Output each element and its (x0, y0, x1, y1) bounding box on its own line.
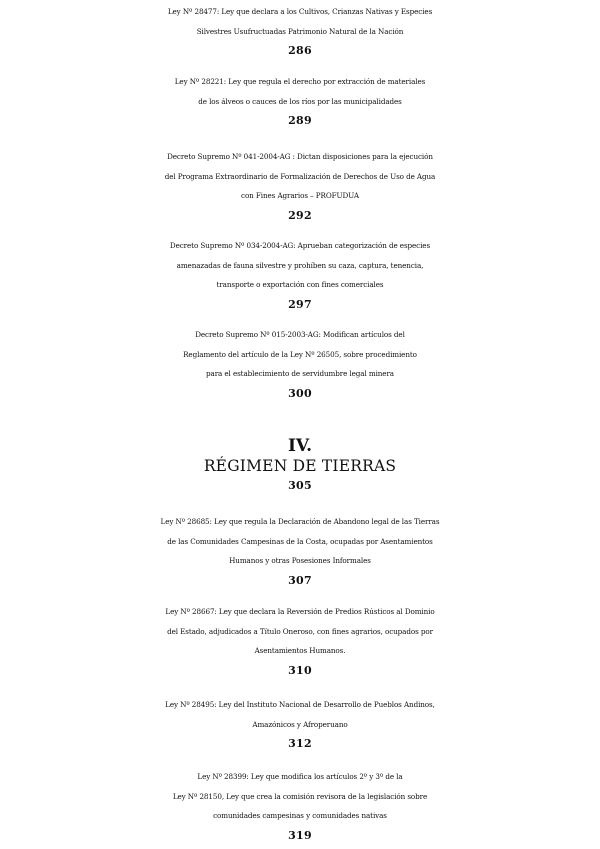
entry-line: comunidades campesinas y comunidades nativas (213, 811, 387, 820)
toc-entry-ds-041-2004-ag (0, 147, 600, 223)
page-number: 310 (288, 663, 312, 677)
entry-line: amenazadas de fauna silvestre y prohíben su caza, captura, tenencia, (176, 260, 424, 270)
entry-line: Ley Nº 28667: Ley que declara la Reversión de Predios Rústicos al Dominio (165, 607, 435, 616)
toc-entry-ley-28477 (0, 2, 600, 58)
entry-line: Decreto Supremo Nº 034-2004-AG: Aprueban categorización de especies (169, 241, 431, 250)
entry-line: Humanos y otras Posesiones Informales (229, 556, 371, 565)
page-number: 286 (288, 44, 312, 57)
page-number: 300 (288, 386, 312, 400)
entry-line: de las Comunidades Campesinas de la Costa, ocupadas por Asentamientos (167, 536, 433, 546)
section-heading-iv (0, 436, 600, 493)
toc-entry-ley-28221 (0, 72, 600, 128)
section-title: RÉGIMEN DE TIERRAS (203, 457, 397, 475)
entry-line: Amazónicos y Afroperuano (252, 719, 348, 729)
toc-entry-ley-28685 (0, 512, 600, 588)
entry-line: Decreto Supremo Nº 041-2004-AG : Dictan disposiciones para la ejecución (167, 152, 433, 161)
page-number: 319 (288, 828, 312, 842)
entry-line: Ley Nº 28221: Ley que regula el derecho por extracción de materiales (174, 77, 426, 86)
entry-line: Reglamento del artículo de la Ley Nº 26505, sobre procedimiento (183, 349, 417, 359)
section-numeral: IV. (287, 436, 313, 456)
entry-line: Decreto Supremo Nº 015-2003-AG: Modifican artículos del (195, 330, 405, 339)
page-number: 307 (288, 573, 312, 587)
entry-line: Asentamientos Humanos. (254, 646, 346, 655)
entry-line: Silvestres Usufructuadas Patrimonio Natural de la Nación (196, 26, 404, 36)
entry-line: Ley Nº 28495: Ley del Instituto Nacional de Desarrollo de Pueblos Andinos, (165, 700, 435, 709)
entry-line: con Fines Agrarios – PROFUDUA (241, 191, 359, 200)
entry-line: para el establecimiento de servidumbre legal minera (206, 369, 394, 378)
page-number: 305 (288, 479, 312, 492)
entry-line: Ley Nº 28399: Ley que modifica los artículos 2º y 3º de la (197, 772, 403, 781)
page-number: 292 (288, 208, 312, 222)
page-number: 297 (288, 297, 312, 311)
toc-entry-ds-034-2004-ag (0, 236, 600, 312)
toc-entry-ley-28495 (0, 695, 600, 751)
page-number: 289 (288, 114, 312, 127)
toc-entry-ds-015-2003-ag (0, 325, 600, 401)
entry-line: transporte o exportación con fines comerciales (216, 280, 384, 289)
entry-line: Ley Nº 28150, Ley que crea la comisión revisora de la legislación sobre (172, 791, 428, 801)
toc-entry-ley-28667 (0, 602, 600, 678)
entry-line: Ley Nº 28477: Ley que declara a los Cultivos, Crianzas Nativas y Especies (167, 7, 433, 16)
entry-line: de los álveos o cauces de los ríos por las municipalidades (198, 96, 402, 106)
toc-entry-ley-28399 (0, 767, 600, 843)
entry-line: del Programa Extraordinario de Formalización de Derechos de Uso de Agua (164, 171, 436, 181)
entry-line: del Estado, adjudicados a Título Oneroso, con fines agrarios, ocupados por (167, 626, 433, 636)
entry-line: Ley Nº 28685: Ley que regula la Declaración de Abandono legal de las Tierras (160, 517, 440, 526)
page-number: 312 (288, 737, 312, 750)
